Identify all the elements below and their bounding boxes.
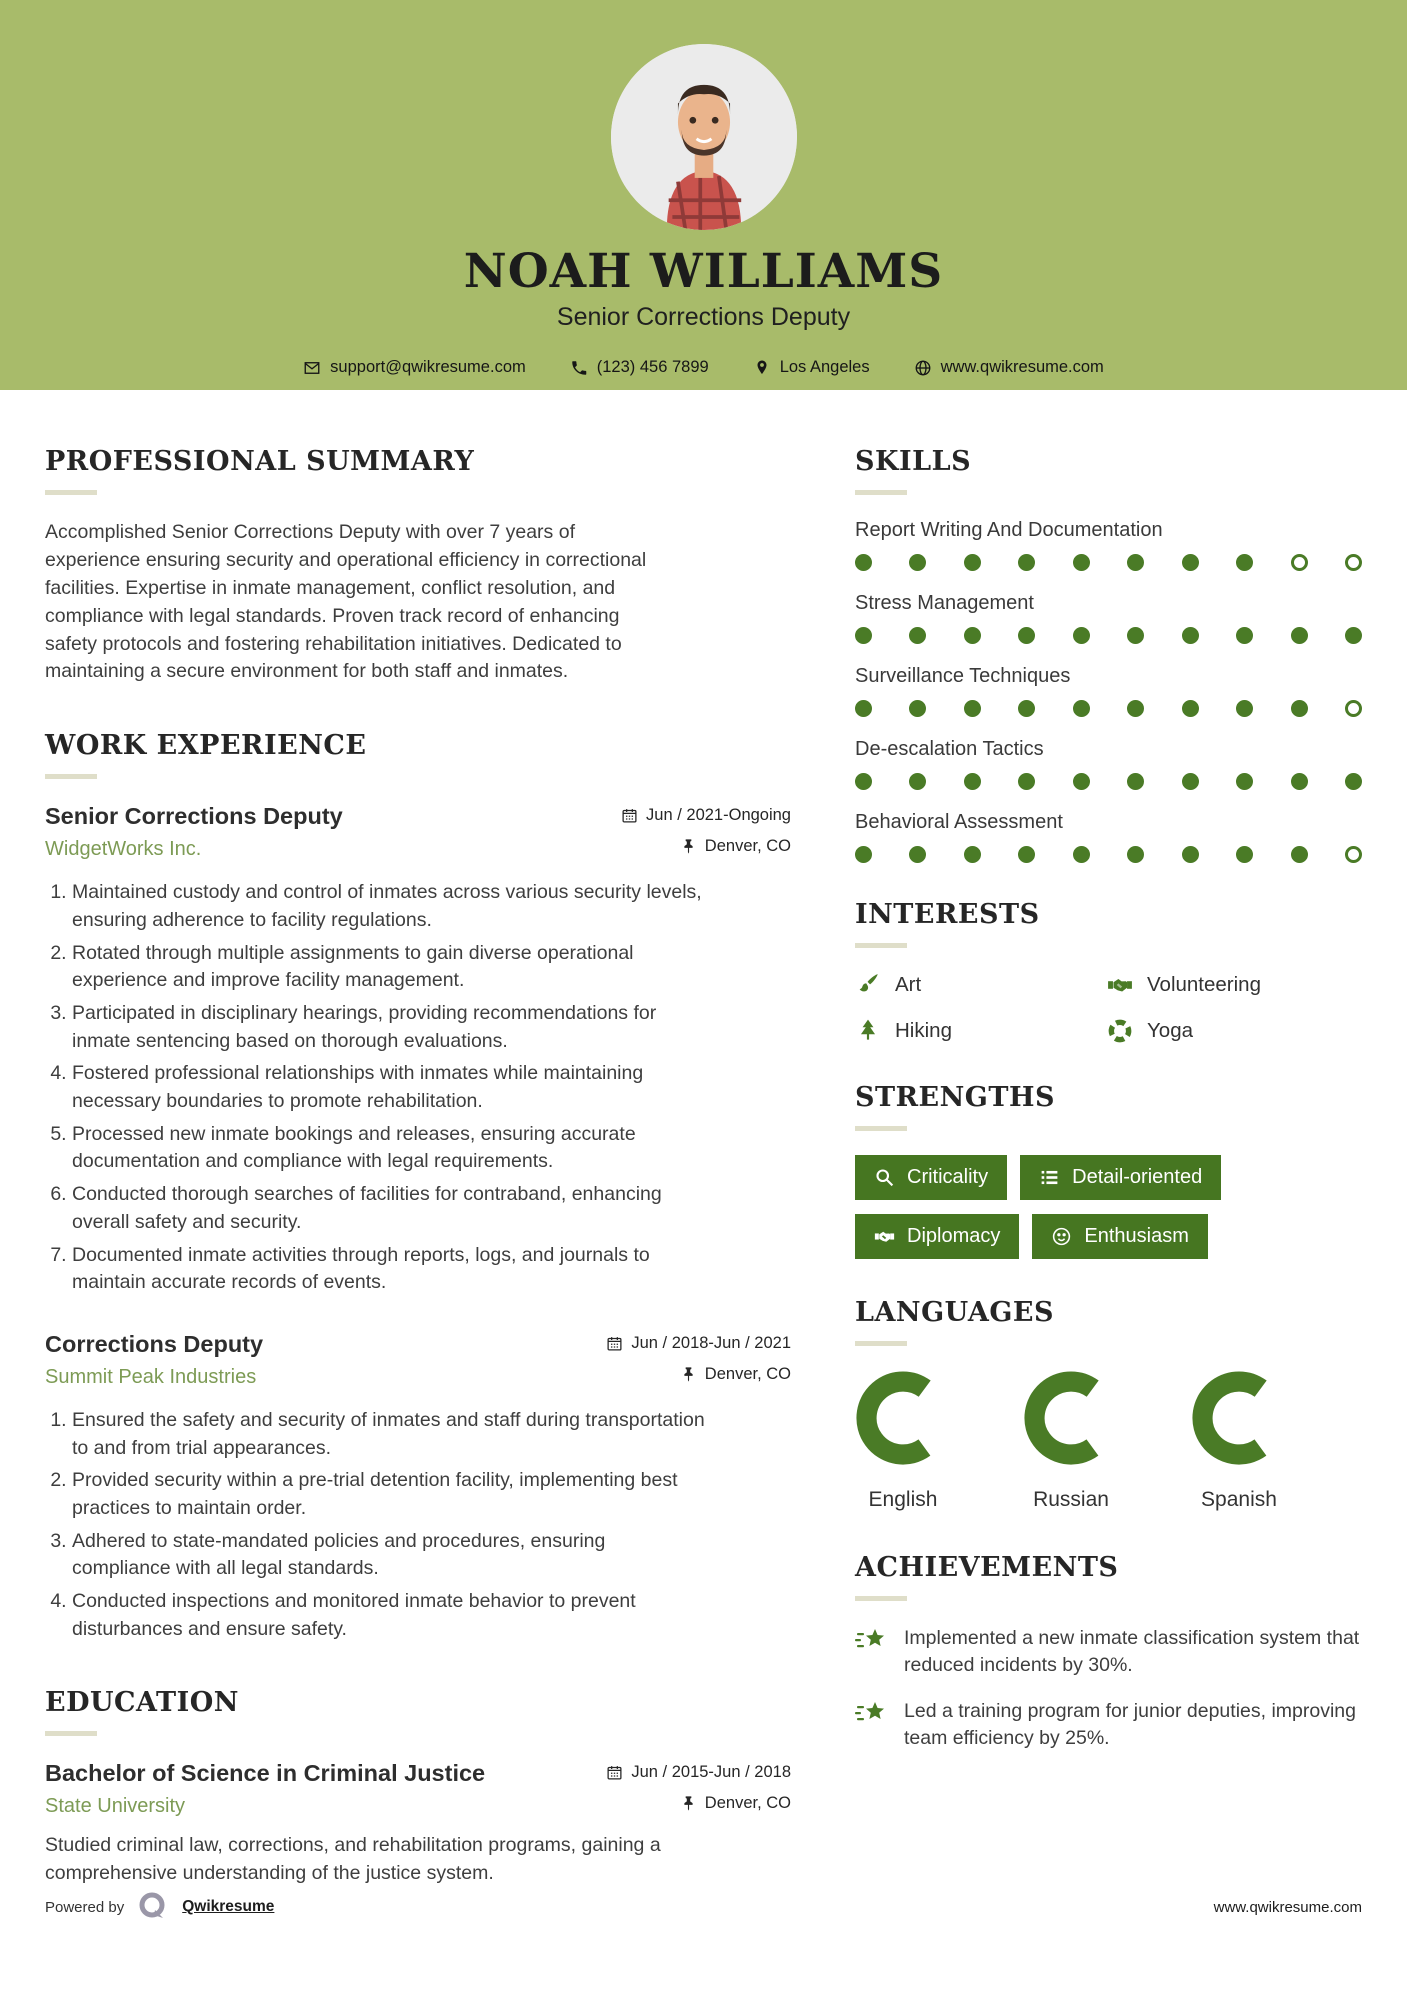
skill-dot <box>1073 846 1090 863</box>
section-professional-summary <box>45 446 791 686</box>
section-skills <box>855 446 1362 863</box>
skill-dot <box>1127 700 1144 717</box>
skill-item <box>855 738 1362 790</box>
skill-dot <box>1127 554 1144 571</box>
achievement-text: Implemented a new inmate classification system that reduced incidents by 30%. <box>904 1627 1360 1677</box>
job-bullet: 3. Adhered to state-mandated policies and procedures, ensuring compliance with all legal standards. <box>72 1528 705 1583</box>
avatar <box>611 44 797 230</box>
qwikresume-logo-icon <box>136 1890 170 1924</box>
skill-dot <box>1018 846 1035 863</box>
section-languages <box>855 1297 1362 1512</box>
section-education <box>45 1687 791 1888</box>
achievement-text: Led a training program for junior deputies, improving team efficiency by 25%. <box>904 1699 1356 1749</box>
skill-dot <box>1291 554 1308 571</box>
skill-dot <box>1127 773 1144 790</box>
heading-divider <box>45 490 97 495</box>
heading-divider <box>45 1731 97 1736</box>
summary-text: Accomplished Senior Corrections Deputy with over 7 years of experience ensuring security and operational efficiency in correctional facilities. Expertise in inmate management, conflict resolution, and compliance with legal standards. Proven track record of enhancing safety protocols and fostering rehabilitation initiatives. Dedicated to maintaining a secure environment for both staff and inmates. <box>45 521 647 683</box>
language-label: English <box>868 1488 938 1511</box>
language-item <box>1191 1370 1287 1512</box>
language-item <box>1023 1370 1119 1512</box>
wheel-icon <box>1107 1018 1133 1044</box>
skill-dot <box>1291 773 1308 790</box>
skill-dot <box>1182 846 1199 863</box>
skill-dot <box>1073 627 1090 644</box>
achievement-item <box>855 1625 1360 1680</box>
smiley-icon <box>1051 1226 1072 1247</box>
skill-dot <box>1291 700 1308 717</box>
strength-badge: Diplomacy <box>855 1214 1019 1259</box>
job-location: Denver, CO <box>680 837 791 856</box>
section-interests <box>855 899 1362 1044</box>
section-heading: LANGUAGES <box>855 1297 1054 1328</box>
avatar-illustration <box>611 44 797 230</box>
skill-dot <box>909 554 926 571</box>
interest-item: Art <box>855 972 1107 998</box>
pushpin-icon <box>680 1366 697 1383</box>
job-dates: Jun / 2021-Ongoing <box>621 806 791 825</box>
skill-dots <box>855 773 1362 790</box>
skill-dot <box>1182 554 1199 571</box>
section-heading: WORK EXPERIENCE <box>45 730 367 762</box>
job-bullet: 2. Rotated through multiple assignments to gain diverse operational experience and improve facility management. <box>72 940 705 995</box>
section-achievements <box>855 1552 1362 1752</box>
skill-dot <box>909 846 926 863</box>
job-bullet-list <box>45 879 705 1297</box>
job-bullet: 1. Ensured the safety and security of inmates and staff during transportation to and from trial appearances. <box>72 1407 705 1462</box>
job-title: Corrections Deputy <box>45 1330 264 1357</box>
skill-dot <box>964 773 981 790</box>
job-company: Summit Peak Industries <box>45 1365 257 1388</box>
skill-dot <box>1345 627 1362 644</box>
skill-dot <box>1073 554 1090 571</box>
section-heading: SKILLS <box>855 446 972 477</box>
envelope-icon <box>303 359 321 377</box>
heading-divider <box>855 1596 907 1601</box>
skill-dot <box>964 700 981 717</box>
degree-title: Bachelor of Science in Criminal Justice <box>45 1760 486 1787</box>
qwikresume-link[interactable]: Qwikresume <box>182 1898 275 1915</box>
list-icon <box>1039 1167 1060 1188</box>
skill-dot <box>1236 554 1253 571</box>
pine-tree-icon <box>855 1018 881 1044</box>
education-dates: Jun / 2015-Jun / 2018 <box>606 1763 791 1782</box>
skill-dots <box>855 627 1362 644</box>
interest-item: Yoga <box>1107 1018 1362 1044</box>
job-company: WidgetWorks Inc. <box>45 838 202 861</box>
skill-name: Surveillance Techniques <box>855 665 1071 687</box>
section-work-experience <box>45 730 791 1643</box>
job-bullet: 7. Documented inmate activities through reports, logs, and journals to maintain accurate records of events. <box>72 1242 705 1297</box>
skill-name: Behavioral Assessment <box>855 811 1063 833</box>
skill-dot <box>1345 773 1362 790</box>
achievement-item <box>855 1698 1360 1753</box>
job-bullet: 6. Conducted thorough searches of facilities for contraband, enhancing overall safety and security. <box>72 1181 705 1236</box>
skill-dot <box>855 846 872 863</box>
skill-dot <box>1073 773 1090 790</box>
job-bullet: 3. Participated in disciplinary hearings, providing recommendations for inmate sentencing based on thorough evaluations. <box>72 1000 705 1055</box>
calendar-icon <box>621 807 638 824</box>
language-progress-ring <box>1191 1370 1287 1466</box>
skill-dots <box>855 554 1362 571</box>
pushpin-icon <box>680 1795 697 1812</box>
language-item <box>855 1370 951 1512</box>
handshake-icon <box>874 1226 895 1247</box>
contact-phone: (123) 456 7899 <box>570 358 709 377</box>
strength-badge: Enthusiasm <box>1032 1214 1208 1259</box>
heading-divider <box>855 490 907 495</box>
skill-dot <box>1182 773 1199 790</box>
skill-item <box>855 592 1362 644</box>
skill-dot <box>964 554 981 571</box>
job-bullet-list <box>45 1407 705 1644</box>
education-description: Studied criminal law, corrections, and rehabilitation programs, gaining a comprehensive understanding of the justice system. <box>45 1834 661 1885</box>
heading-divider <box>855 1126 907 1131</box>
header <box>0 0 1407 390</box>
skill-dot <box>1182 700 1199 717</box>
section-heading: ACHIEVEMENTS <box>855 1552 1119 1583</box>
footer <box>45 1890 1362 1924</box>
skill-dot <box>1127 627 1144 644</box>
language-progress-ring <box>855 1370 951 1466</box>
skill-dot <box>1018 773 1035 790</box>
contact-email: support@qwikresume.com <box>303 358 526 377</box>
skill-dot <box>855 700 872 717</box>
skill-dot <box>1345 700 1362 717</box>
skill-dot <box>1018 627 1035 644</box>
skill-dot <box>1182 627 1199 644</box>
skill-dot <box>1127 846 1144 863</box>
skill-item <box>855 665 1362 717</box>
calendar-icon <box>606 1335 623 1352</box>
skill-dot <box>855 554 872 571</box>
heading-divider <box>855 1341 907 1346</box>
education-location: Denver, CO <box>680 1794 791 1813</box>
magnifier-icon <box>874 1167 895 1188</box>
language-progress-ring <box>1023 1370 1119 1466</box>
handshake-icon <box>1107 972 1133 998</box>
strength-badge: Criticality <box>855 1155 1007 1200</box>
skill-dot <box>1345 554 1362 571</box>
skill-dots <box>855 700 1362 717</box>
powered-by-label: Powered by <box>45 1898 125 1916</box>
skill-dot <box>1236 846 1253 863</box>
map-pin-icon <box>753 359 771 377</box>
skill-dot <box>1073 700 1090 717</box>
person-name: NOAH WILLIAMS <box>463 244 944 299</box>
skill-dot <box>909 627 926 644</box>
skill-dot <box>855 773 872 790</box>
skill-dot <box>1291 846 1308 863</box>
language-label: Russian <box>1033 1488 1109 1511</box>
interest-item: Volunteering <box>1107 972 1362 998</box>
job-location: Denver, CO <box>680 1365 791 1384</box>
job-bullet: 2. Provided security within a pre-trial detention facility, implementing best practices to maintain order. <box>72 1467 705 1522</box>
interest-item: Hiking <box>855 1018 1107 1044</box>
job-dates: Jun / 2018-Jun / 2021 <box>606 1334 791 1353</box>
job-bullet: 1. Maintained custody and control of inmates across various security levels, ensuring adherence to facility regulations. <box>72 879 705 934</box>
globe-icon <box>914 359 932 377</box>
pushpin-icon <box>680 838 697 855</box>
skill-name: Report Writing And Documentation <box>855 519 1163 541</box>
person-title: Senior Corrections Deputy <box>556 303 851 331</box>
section-heading: INTERESTS <box>855 899 1040 930</box>
job-bullet: 4. Fostered professional relationships with inmates while maintaining necessary boundaries to promote rehabilitation. <box>72 1060 705 1115</box>
skill-dot <box>855 627 872 644</box>
skill-item <box>855 811 1362 863</box>
shooting-star-icon <box>855 1700 889 1730</box>
skill-dot <box>909 700 926 717</box>
skill-dot <box>1345 846 1362 863</box>
skill-dots <box>855 846 1362 863</box>
skill-dot <box>1291 627 1308 644</box>
shooting-star-icon <box>855 1627 889 1657</box>
paintbrush-icon <box>855 972 881 998</box>
calendar-icon <box>606 1764 623 1781</box>
job-title: Senior Corrections Deputy <box>45 803 343 830</box>
contact-bar <box>303 358 1104 377</box>
contact-location: Los Angeles <box>753 358 870 377</box>
skill-dot <box>1236 700 1253 717</box>
skill-name: De-escalation Tactics <box>855 738 1044 760</box>
skill-name: Stress Management <box>855 592 1034 614</box>
heading-divider <box>855 943 907 948</box>
skill-item <box>855 519 1362 571</box>
job-entry <box>45 803 791 1297</box>
section-heading: STRENGTHS <box>855 1082 1055 1113</box>
job-entry <box>45 1331 791 1644</box>
phone-icon <box>570 359 588 377</box>
skill-dot <box>909 773 926 790</box>
school-name: State University <box>45 1795 186 1818</box>
skill-dot <box>1018 554 1035 571</box>
footer-website: www.qwikresume.com <box>1213 1898 1362 1916</box>
language-label: Spanish <box>1201 1488 1277 1511</box>
skill-dot <box>1236 627 1253 644</box>
skill-dot <box>964 627 981 644</box>
job-bullet: 4. Conducted inspections and monitored inmate behavior to prevent disturbances and ensure safety. <box>72 1588 705 1643</box>
skill-dot <box>1018 700 1035 717</box>
heading-divider <box>45 774 97 779</box>
skill-dot <box>1236 773 1253 790</box>
section-heading: EDUCATION <box>45 1687 239 1719</box>
section-heading: PROFESSIONAL SUMMARY <box>45 446 475 477</box>
job-bullet: 5. Processed new inmate bookings and releases, ensuring accurate documentation and compliance with legal requirements. <box>72 1121 705 1176</box>
skill-dot <box>964 846 981 863</box>
strength-badge: Detail-oriented <box>1020 1155 1221 1200</box>
contact-website: www.qwikresume.com <box>914 358 1104 377</box>
section-strengths <box>855 1082 1362 1259</box>
